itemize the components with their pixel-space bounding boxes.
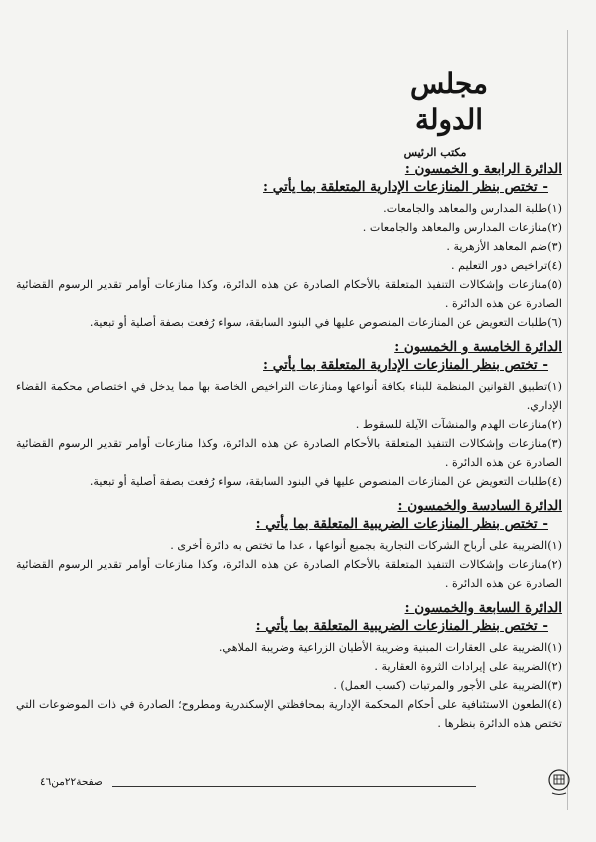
footer-rule [112,786,476,787]
list-item: (١)الضريبة على أرباح الشركات التجارية بجميع أنواعها ، عدا ما تختص به دائرة أخرى . [170,539,562,552]
circuit-title: الدائرة السادسة والخمسون : [397,498,562,514]
list-item: (٣)الضريبة على الأجور والمرتبات (كسب العمل) . [333,679,562,692]
list-item: (٢)الضريبة على إيرادات الثروة العقارية . [374,660,562,673]
emblem-icon [546,768,572,798]
circuit-subtitle: - تختص بنظر المنازعات الضريبية المتعلقة بما يأتي : [255,516,548,532]
circuit-subtitle: - تختص بنظر المنازعات الإدارية المتعلقة بما يأتي : [263,179,548,195]
document-body [16,160,562,739]
list-item: (٢)منازعات وإشكالات التنفيذ المتعلقة بالأحكام الصادرة عن هذه الدائرة، وكذا منازعات أوامر تقدير الرسوم القضائية الصادرة عن هذه الدائرة . [16,558,562,590]
list-item: (٤)تراخيص دور التعليم . [451,259,562,272]
list-item: (٢)منازعات الهدم والمنشآت الآيلة للسقوط . [355,418,562,431]
circuit-subtitle: - تختص بنظر المنازعات الإدارية المتعلقة بما يأتي : [263,357,548,373]
circuit-section [16,160,562,332]
circuit-section [16,338,562,491]
office-name: مكتب الرئيس [403,146,467,159]
circuit-title: الدائرة السابعة والخمسون : [404,600,562,616]
circuit-subtitle: - تختص بنظر المنازعات الضريبية المتعلقة بما يأتي : [255,618,548,634]
list-item: (٤)طلبات التعويض عن المنازعات المنصوص عليها في البنود السابقة، سواء رُفعت بصفة أصلية أو تبعية. [89,475,562,488]
letterhead [374,66,524,159]
list-item: (١)الضريبة على العقارات المبنية وضريبة الأطيان الزراعية وضريبة الملاهي. [218,641,562,654]
list-item: (١)تطبيق القوانين المنظمة للبناء بكافة أنواعها ومنازعات التراخيص الخاصة بها مما يدخل في اختصاص محكمة القضاء الإداري. [16,380,562,412]
circuit-title: الدائرة الرابعة و الخمسون : [404,161,562,177]
page-number: صفحة٢٢من٤٦ [40,776,103,788]
circuit-section [16,497,562,593]
list-item: (٥)منازعات وإشكالات التنفيذ المتعلقة بالأحكام الصادرة عن هذه الدائرة، وكذا منازعات أوامر تقدير الرسوم القضائية الصادرة عن هذه الدائرة . [16,278,562,310]
list-item: (٣)ضم المعاهد الأزهرية . [446,240,562,253]
list-item: (١)طلبة المدارس والمعاهد والجامعات. [383,202,562,215]
circuit-section [16,599,562,733]
page-footer [40,776,516,806]
scan-edge-line [567,30,568,810]
circuit-title: الدائرة الخامسة و الخمسون : [394,339,562,355]
organization-name: مجلس الدولة [409,67,489,136]
list-item: (٤)الطعون الاستئنافية على أحكام المحكمة الإدارية بمحافظتي الإسكندرية ومطروح؛ الصادرة في ذات الموضوعات التي تختص هذه الدائرة بنظرها . [16,698,562,730]
list-item: (٣)منازعات وإشكالات التنفيذ المتعلقة بالأحكام الصادرة عن هذه الدائرة، وكذا منازعات أوامر تقدير الرسوم القضائية الصادرة عن هذه الدائرة . [16,437,562,469]
list-item: (٢)منازعات المدارس والمعاهد والجامعات . [362,221,562,234]
list-item: (٦)طلبات التعويض عن المنازعات المنصوص عليها في البنود السابقة، سواء رُفعت بصفة أصلية أو تبعية. [89,316,562,329]
